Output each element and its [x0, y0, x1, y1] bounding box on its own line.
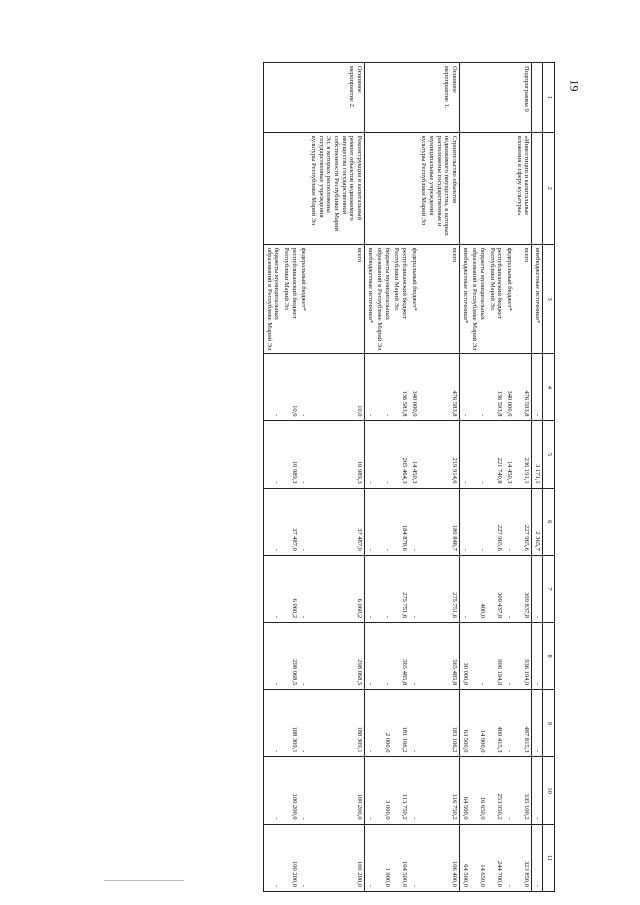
value-cell: - [532, 757, 543, 824]
value-cell: - [364, 623, 374, 690]
value-cell: - [409, 488, 419, 555]
table-row [409, 63, 419, 892]
value-cell: - [364, 488, 374, 555]
value-cell: - [299, 757, 309, 824]
value-cell: 6 060,2 [308, 555, 364, 622]
value-cell: 181 106,2 [392, 690, 409, 757]
column-header: 7 [543, 555, 555, 622]
value-cell: 335 100,2 [514, 757, 532, 824]
value-cell: 2 365,7 [532, 488, 543, 555]
funding-source-cell: федеральный бюджет* [504, 244, 514, 354]
column-header: 10 [543, 757, 555, 824]
table-row [308, 63, 364, 892]
value-cell: 298 068,5 [281, 623, 298, 690]
value-cell: - [409, 623, 419, 690]
program-cell [264, 63, 282, 133]
value-cell: 2 000,0 [375, 690, 392, 757]
program-cell [375, 63, 392, 133]
value-cell: - [460, 354, 470, 421]
funding-source-cell: бюджеты муниципальных образований в Республике Марий Эл [470, 244, 487, 354]
column-header: 9 [543, 690, 555, 757]
column-header: 4 [543, 354, 555, 421]
value-cell: 3 171,1 [532, 421, 543, 488]
value-cell: 136 583,8 [392, 354, 409, 421]
value-cell: 253 950,2 [487, 757, 504, 824]
value-cell: - [299, 824, 309, 891]
value-cell: 10,0 [308, 354, 364, 421]
funding-source-cell: бюджеты муниципальных образований в Республике Марий Эл [264, 244, 282, 354]
value-cell: - [470, 354, 487, 421]
value-cell: 14 450,3 [504, 421, 514, 488]
value-cell: 104 500,0 [392, 824, 409, 891]
value-cell: 136 593,8 [487, 354, 504, 421]
column-header: 2 [543, 132, 555, 244]
value-cell: - [264, 623, 282, 690]
funding-source-cell: республиканский бюджет Республики Марий Эл [281, 244, 298, 354]
table-row [487, 63, 504, 892]
value-cell: - [264, 555, 282, 622]
value-cell: 10 989,3 [308, 421, 364, 488]
table-row [532, 63, 543, 892]
program-cell: Основное мероприятие 1. [419, 63, 460, 133]
table-row [299, 63, 309, 892]
value-cell: - [470, 623, 487, 690]
value-cell: 100 200,0 [308, 824, 364, 891]
value-cell: - [504, 757, 514, 824]
value-cell: 3 000,0 [375, 757, 392, 824]
value-cell: 63 500,0 [460, 690, 470, 757]
value-cell: 323 850,0 [514, 824, 532, 891]
program-cell: Основное мероприятие 2. [308, 63, 364, 133]
funding-source-cell: внебюджетные источники* [364, 244, 374, 354]
table-row [504, 63, 514, 892]
value-cell: - [299, 488, 309, 555]
value-cell: - [264, 824, 282, 891]
value-cell: 37 487,0 [281, 488, 298, 555]
table-row [364, 63, 374, 892]
value-cell: - [264, 354, 282, 421]
description-cell [299, 132, 309, 244]
value-cell: 227 965,6 [514, 488, 532, 555]
program-cell [299, 63, 309, 133]
value-cell: - [532, 354, 543, 421]
scan-mark [104, 880, 184, 881]
value-cell: 14 900,0 [470, 690, 487, 757]
value-cell: 476 583,8 [419, 354, 460, 421]
column-header: 3 [543, 244, 555, 354]
value-cell: - [264, 488, 282, 555]
value-cell: - [299, 421, 309, 488]
value-cell: 565 485,8 [419, 623, 460, 690]
description-cell [264, 132, 282, 244]
funding-source-cell: республиканский бюджет Республики Марий Эл [392, 244, 409, 354]
funding-source-cell: республиканский бюджет Республики Марий Эл [487, 244, 504, 354]
value-cell: - [375, 421, 392, 488]
value-cell: 275 751,6 [419, 555, 460, 622]
value-cell: 183 106,2 [419, 690, 460, 757]
funding-source-cell: бюджеты муниципальных образований в Республике Марий Эл [375, 244, 392, 354]
value-cell: - [264, 690, 282, 757]
value-cell: 100 200,0 [308, 757, 364, 824]
value-cell: - [460, 421, 470, 488]
value-cell: 188 309,1 [281, 690, 298, 757]
description-cell [392, 132, 409, 244]
table-row [419, 63, 460, 892]
description-cell [460, 132, 470, 244]
program-cell [392, 63, 409, 133]
program-cell [281, 63, 298, 133]
value-cell: - [364, 354, 374, 421]
column-header: 11 [543, 824, 555, 891]
column-header: 5 [543, 421, 555, 488]
table-row [264, 63, 282, 892]
value-cell: - [364, 690, 374, 757]
value-cell: - [504, 824, 514, 891]
description-cell [487, 132, 504, 244]
description-cell [281, 132, 298, 244]
value-cell: - [264, 421, 282, 488]
column-header: 6 [543, 488, 555, 555]
value-cell: 936 194,9 [514, 623, 532, 690]
value-cell: 14 450,3 [409, 421, 419, 488]
description-cell [375, 132, 392, 244]
value-cell: - [409, 555, 419, 622]
value-cell: 236 191,1 [514, 421, 532, 488]
value-cell: 100 200,0 [281, 757, 298, 824]
value-cell: 188 309,1 [308, 690, 364, 757]
column-header: 8 [543, 623, 555, 690]
program-cell [364, 63, 374, 133]
table-row [375, 63, 392, 892]
program-cell [504, 63, 514, 133]
funding-source-cell: федеральный бюджет* [409, 244, 419, 354]
value-cell: 64 500,0 [460, 757, 470, 824]
description-cell [409, 132, 419, 244]
value-cell: - [532, 555, 543, 622]
value-cell: - [375, 623, 392, 690]
description-cell [504, 132, 514, 244]
value-cell: - [504, 488, 514, 555]
program-cell [409, 63, 419, 133]
value-cell: - [364, 555, 374, 622]
value-cell: 227 965,6 [487, 488, 504, 555]
column-header: 1 [543, 63, 555, 133]
value-cell: 30 000,0 [460, 623, 470, 690]
description-cell: Реконструкция и капитальный ремонт объектов недвижимого имущества государственной собственности Республики Марий Эл, в которых расположены государственные учреждения культуры Республики Марий Эл [308, 132, 364, 244]
value-cell: 565 485,8 [392, 623, 409, 690]
value-cell: 340 000,0 [504, 354, 514, 421]
value-cell: - [470, 488, 487, 555]
value-cell: 1 900,0 [375, 824, 392, 891]
value-cell: 14 650,0 [470, 824, 487, 891]
value-cell: 64 500,0 [460, 824, 470, 891]
program-cell [460, 63, 470, 133]
description-cell [364, 132, 374, 244]
value-cell: - [504, 690, 514, 757]
funding-source-cell: федеральный бюджет* [299, 244, 309, 354]
program-cell [470, 63, 487, 133]
value-cell: - [375, 555, 392, 622]
value-cell: - [364, 824, 374, 891]
value-cell: 309 437,8 [487, 555, 504, 622]
value-cell: - [409, 690, 419, 757]
value-cell: 184 878,6 [392, 488, 409, 555]
value-cell: - [299, 354, 309, 421]
value-cell: 113 750,2 [392, 757, 409, 824]
budget-table [263, 62, 555, 892]
value-cell: - [364, 421, 374, 488]
value-cell: - [299, 623, 309, 690]
value-cell: 400,0 [470, 555, 487, 622]
table-body [264, 63, 543, 892]
header-row [543, 63, 555, 892]
value-cell: 244 700,0 [487, 824, 504, 891]
value-cell: - [532, 824, 543, 891]
page-number: 19 [567, 79, 582, 92]
value-cell: 10,0 [281, 354, 298, 421]
program-cell [532, 63, 543, 133]
value-cell: - [532, 623, 543, 690]
value-cell: 180 848,7 [419, 488, 460, 555]
program-cell [487, 63, 504, 133]
table-row [470, 63, 487, 892]
value-cell: 487 815,3 [514, 690, 532, 757]
value-cell: - [460, 555, 470, 622]
value-cell: 219 914,6 [419, 421, 460, 488]
value-cell: - [470, 421, 487, 488]
table-row [281, 63, 298, 892]
value-cell: - [504, 555, 514, 622]
value-cell: 106 400,0 [419, 824, 460, 891]
value-cell: 275 751,6 [392, 555, 409, 622]
funding-source-cell: внебюджетные источники* [460, 244, 470, 354]
table-row [392, 63, 409, 892]
table-row [460, 63, 470, 892]
value-cell: - [460, 488, 470, 555]
value-cell: - [409, 824, 419, 891]
funding-source-cell: всего [514, 244, 532, 354]
value-cell: 6 060,2 [281, 555, 298, 622]
description-cell: «Инвестиции и капитальные вложения в сферу культуры» [514, 132, 532, 244]
value-cell: - [375, 488, 392, 555]
value-cell: - [409, 757, 419, 824]
program-cell: Подпрограмма 9 [514, 63, 532, 133]
value-cell: 221 740,8 [487, 421, 504, 488]
value-cell: 309 837,8 [514, 555, 532, 622]
funding-source-cell: внебюджетные источники* [532, 244, 543, 354]
value-cell: - [299, 555, 309, 622]
value-cell: 205 464,3 [392, 421, 409, 488]
value-cell: 340 000,0 [409, 354, 419, 421]
value-cell: 37 487,0 [308, 488, 364, 555]
table-row [514, 63, 532, 892]
value-cell: 906 194,9 [487, 623, 504, 690]
description-cell [532, 132, 543, 244]
funding-source-cell: всего [308, 244, 364, 354]
value-cell: 116 750,2 [419, 757, 460, 824]
value-cell: 16 650,0 [470, 757, 487, 824]
value-cell: 476 593,8 [514, 354, 532, 421]
value-cell: - [532, 690, 543, 757]
value-cell: - [299, 690, 309, 757]
description-cell [470, 132, 487, 244]
value-cell: 409 415,3 [487, 690, 504, 757]
value-cell: - [375, 354, 392, 421]
value-cell: - [504, 623, 514, 690]
funding-source-cell: всего [419, 244, 460, 354]
rotated-table-container [115, 62, 555, 892]
value-cell: 298 068,5 [308, 623, 364, 690]
value-cell: 10 989,3 [281, 421, 298, 488]
description-cell: Строительство объектов недвижимого имущества, в которых расположены государственные и муниципальные учреждения культуры Республики Марий Эл [419, 132, 460, 244]
value-cell: - [364, 757, 374, 824]
value-cell: - [264, 757, 282, 824]
value-cell: 100 200,0 [281, 824, 298, 891]
